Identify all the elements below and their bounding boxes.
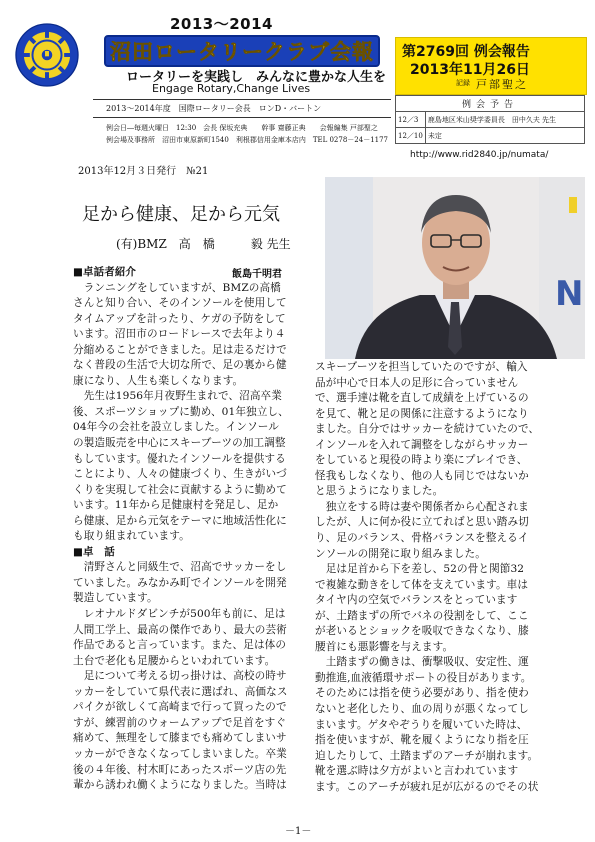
text-line: ます。このアーチが疲れ足が広がるのでその状 <box>315 780 539 793</box>
text-line: したが、人に何か役に立てればと思い踏み切 <box>315 516 529 529</box>
text-line: さんと知り合い、そのインソールを使用して <box>73 297 287 310</box>
text-line: タイムアップを計ったり、ケガの予防をして <box>73 312 286 325</box>
text-line: くりを実現して社会に貢献するように勤めて <box>73 483 287 496</box>
text-line: 靴を選ぶ時は夕方がよいと言われています <box>315 765 519 778</box>
schedule-text: 鹿島地区米山奨学委員長 田中久夫 先生 <box>425 112 584 128</box>
header-divider <box>93 99 391 100</box>
report-date: 2013年11月26日 <box>410 62 530 78</box>
text-line: 製造しています。 <box>73 592 158 605</box>
text-line: ました。自分ではサッカーを続けていたので、 <box>315 423 540 436</box>
text-line: をしていると現役の時より楽にプレイでき、 <box>315 454 528 467</box>
text-line: スキーブーツを担当していたのですが、輸入 <box>315 361 528 373</box>
text-line: なく普段の生活で大切な所で、足の裏から健 <box>73 359 287 372</box>
report-info-box <box>395 37 587 95</box>
text-line: 独立をする時は妻や関係者から心配されま <box>315 500 529 513</box>
club-website-link[interactable]: http://www.rid2840.jp/numata/ <box>410 150 549 160</box>
text-line: で複雑な動きをして体を支えています。車は <box>315 578 529 591</box>
text-line: 土台で老化も足腰からといわれています。 <box>73 654 276 667</box>
text-line: 痛めて、無理をして膝までも痛めてしまいサ <box>73 732 287 745</box>
schedule-date: 12／3 <box>396 112 426 128</box>
slogan-japanese: ロータリーを実践し みんなに豊かな人生を <box>126 70 387 85</box>
office-info: 例会場及事務所 沼田市東原新町1540 利根郡信用金庫本店内 TEL 0278－24－1177 <box>106 136 389 144</box>
recorder-name: 戸部聖之 <box>476 78 528 91</box>
talk-paragraph <box>73 560 318 793</box>
text-line: インソールを入れて調整をしながらサッカー <box>315 438 529 451</box>
text-line: そのためには指を使う必要があり、指を使わ <box>315 687 529 700</box>
text-line: ッカーができなくなってしまいました。卒業 <box>73 747 287 760</box>
text-line: も取り組まれています。 <box>73 530 190 543</box>
meeting-schedule-table <box>395 95 585 144</box>
text-line: 清野さんと同級生で、沼高でサッカーをし <box>73 561 287 574</box>
speaker-name: (有)BMZ 高 橋 毅 先生 <box>116 237 291 251</box>
speaker-photo <box>325 177 585 359</box>
text-line: と思うようになりました。 <box>315 485 444 498</box>
text-line: 人間工学上、最高の傑作であり、最大の芸術 <box>73 623 287 636</box>
text-line: 足について考える切っ掛けは、高校の時サ <box>73 670 287 683</box>
text-line: パイクが欲しくて高崎まで行って買ったので <box>73 701 287 714</box>
section-heading-talk: ■卓 話 <box>73 545 115 558</box>
text-line: 04年今の会社を設立しました。インソール <box>73 421 279 434</box>
text-line: が老いるとショックを吸収できなくなり、膝 <box>315 625 529 638</box>
text-line: 品が中心で日本人の足形に合っていません <box>315 376 519 389</box>
article-title: 足から健康、足から元気 <box>82 204 280 225</box>
text-line: 輩から誘われ働くようになりました。当時は <box>73 779 287 792</box>
meeting-info: 例会日―毎週火曜日 12:30 会長 保坂充典 幹事 齋藤正典 会報編集 戸部聖之 <box>106 124 378 132</box>
text-line: ランニングをしていますが、BMZの高橋 <box>73 281 281 294</box>
issue-date: 2013年12月３日発行 №21 <box>78 166 209 177</box>
introducer-name: 飯島千明君 <box>232 269 282 280</box>
text-line: で、選手達は靴を直して成績を上げているの <box>315 392 529 405</box>
text-line: 分縮めることができました。足は走るだけで <box>73 343 287 356</box>
text-line: ないと老化したり、血の周りが悪くなってし <box>315 703 529 716</box>
text-line: ッカーをしていて県代表に選ばれ、高価なス <box>73 685 288 698</box>
text-line: もしています。優れたインソールを提供する <box>73 452 286 465</box>
header-divider <box>93 117 391 118</box>
slogan-english: Engage Rotary,Change Lives <box>152 82 311 95</box>
club-name-banner <box>104 35 380 67</box>
talk-paragraph-continued <box>315 360 583 795</box>
schedule-row <box>396 112 585 128</box>
report-number: 第2769回 例会報告 <box>402 44 530 60</box>
svg-text:N: N <box>555 274 584 314</box>
text-line: ことにより、人々の健康づくり、生きがいづ <box>73 468 287 481</box>
text-line: 土踏まずの働きは、衝撃吸収、安定性、運 <box>315 656 529 669</box>
text-line: まいます。ゲタやぞうりを履いていた時は、 <box>315 718 528 731</box>
schedule-text: 未定 <box>425 128 584 144</box>
recorder-label: 記録 <box>456 79 470 87</box>
text-line: 足は足首から下を差し、52の骨と関節32 <box>315 563 525 576</box>
text-line: 怪我もしなくなり、他の人も同じではないか <box>315 469 529 482</box>
text-line: ンソールの開発に取り組みました。 <box>315 547 486 560</box>
text-line: 康になり、人生も楽しくなります。 <box>73 374 244 387</box>
club-years: 2013～2014 <box>170 15 273 33</box>
fiscal-year-line: 2013～2014年度 国際ロータリー会長 ロンD・バートン <box>106 104 322 113</box>
text-line: が、土踏まずの所でバネの役割をして、ここ <box>315 609 529 622</box>
schedule-date: 12／10 <box>396 128 426 144</box>
text-line: り、足のバランス、骨格バランスを整えるイ <box>315 532 529 545</box>
text-line: タイヤ内の空気でバランスをとっています <box>315 594 518 607</box>
article-column-right <box>315 360 583 795</box>
schedule-heading: 例会予告 <box>396 96 585 112</box>
text-line: 指を使いますが、靴を履くようになり指を圧 <box>315 734 529 747</box>
text-line: 作品であると言っています。また、足は体の <box>73 639 287 652</box>
text-line: ていました。みなかみ町でインソールを開発 <box>73 576 287 589</box>
text-line: 迫したりして、土踏まずのアーチが崩れます。 <box>315 749 539 762</box>
text-line: の製造販売を中心にスキーブーツの加工調整 <box>73 437 286 450</box>
text-line: 腰首にも悪影響を与えます。 <box>315 640 454 653</box>
text-line: を見て、靴と足の関係に注意するようになり <box>315 407 529 420</box>
text-line: 動推進,血液循環サポートの役目があります。 <box>315 671 532 684</box>
text-line: います。沼田市のロードレースで去年より４ <box>73 328 286 341</box>
text-line: ら健康、足から元気をテーマに地域活性化に <box>73 514 287 527</box>
text-line: レオナルドダビンチが500年も前に、足は <box>73 608 286 621</box>
text-line: います。11年から足健康村を発足し、足か <box>73 499 279 512</box>
intro-paragraph <box>73 281 318 545</box>
rotary-emblem-icon <box>14 22 80 88</box>
text-line: 後の４年後、村木町にあったスポーツ店の先 <box>73 763 287 776</box>
text-line: すが、練習前のウォームアップで足首をすぐ <box>73 716 287 729</box>
text-line: 先生は1956年月夜野生まれで、沼高卒業 <box>73 390 282 403</box>
text-line: 後、スポーツショップに勤め、01年独立し、 <box>73 405 289 418</box>
page-number: －1－ <box>285 826 312 837</box>
schedule-row <box>396 128 585 144</box>
section-heading-intro: ■卓話者紹介 <box>73 266 137 278</box>
club-name: 沼田ロータリークラブ会報 <box>110 40 374 64</box>
